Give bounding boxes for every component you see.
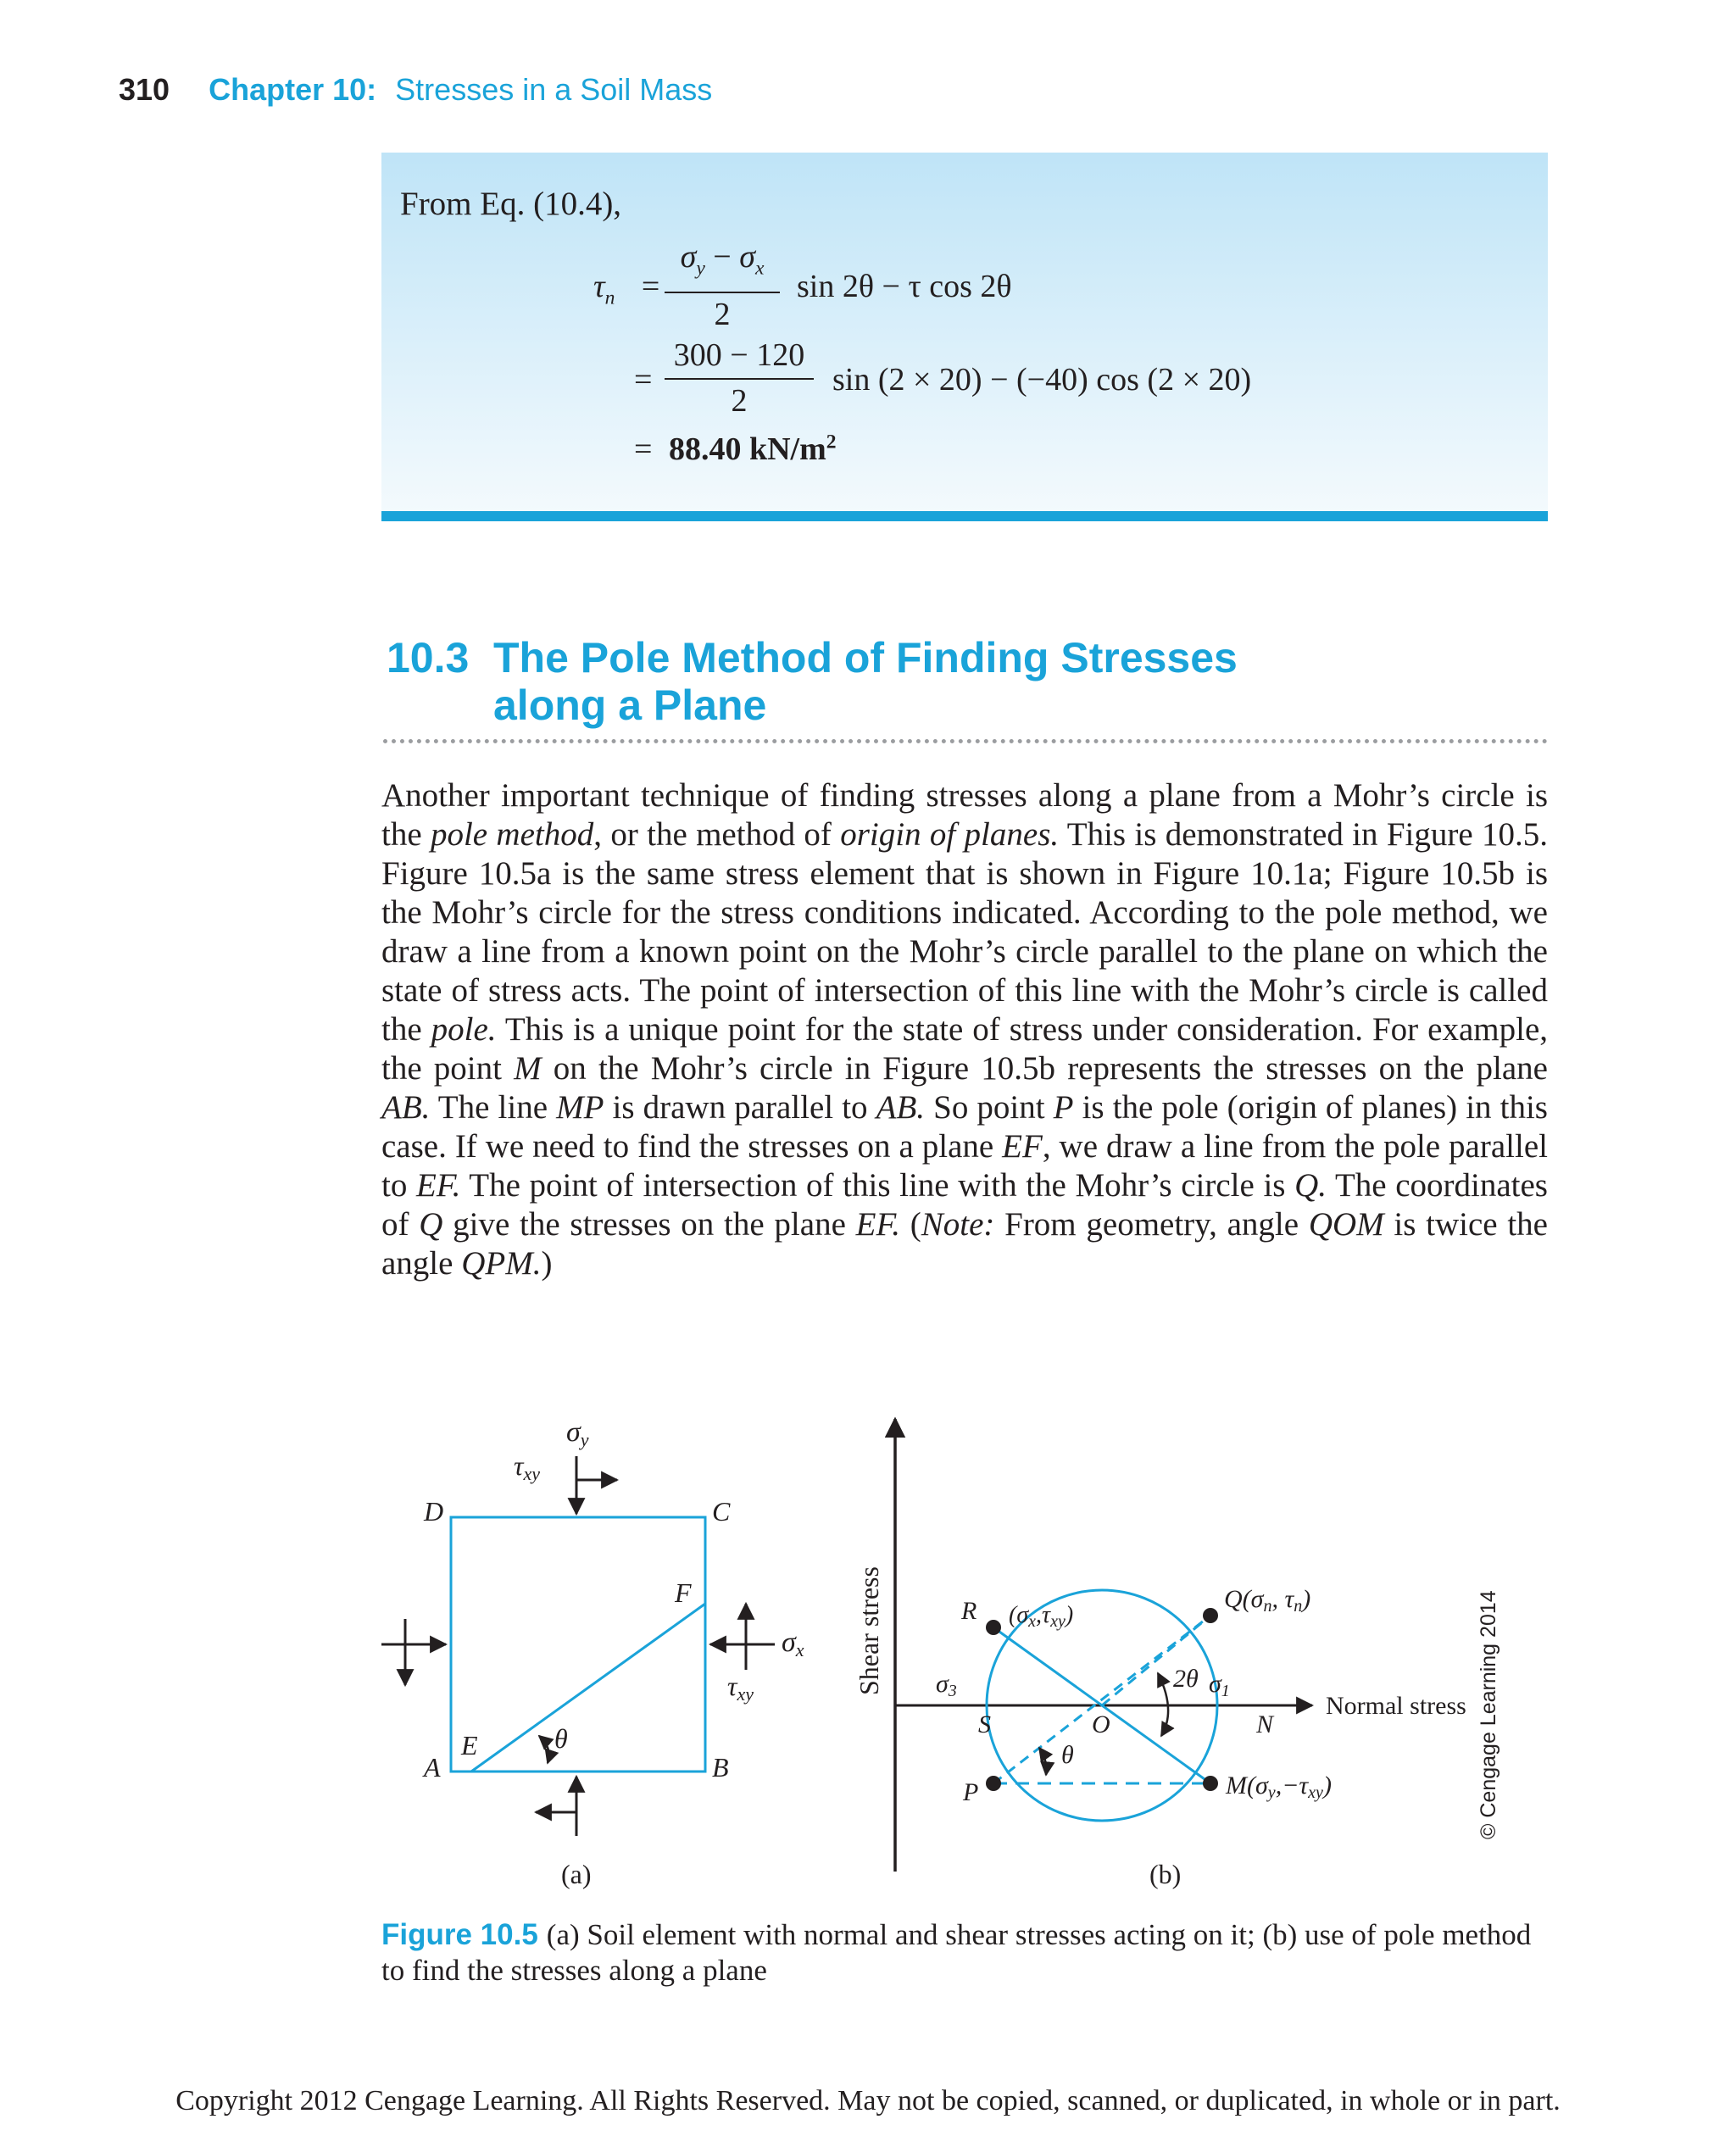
label-corner-a: A — [424, 1752, 441, 1783]
label-point-e: E — [461, 1730, 478, 1760]
copyright-footer: Copyright 2012 Cengage Learning. All Rights Reserved. May not be copied, scanned, or duplicated, in whole or in part. — [175, 2085, 1561, 2116]
chapter-label: Chapter 10: — [209, 72, 377, 107]
line-pq — [993, 1616, 1210, 1783]
left-stress-arrows — [381, 1619, 446, 1685]
eq1-fraction: $\frac{\sigma_y - \sigma_x}{2}$ — [665, 237, 780, 334]
label-point-p: P — [963, 1778, 979, 1806]
label-point-f: F — [675, 1577, 692, 1608]
label-theta-b: θ — [1061, 1741, 1074, 1769]
top-stress-arrows — [576, 1456, 617, 1514]
point-m-dot — [1203, 1776, 1218, 1791]
figure-caption — [381, 1917, 1551, 1988]
normal-stress-label: Normal stress — [1326, 1692, 1466, 1720]
eq1-rest: sin 2θ − τ cos 2θ — [797, 269, 1012, 304]
example-lead-text: From Eq. (10.4), — [400, 186, 622, 222]
section-title-line1: The Pole Method of Finding Stresses — [493, 634, 1238, 681]
label-m-coords: M(σy,−τxy) — [1226, 1772, 1332, 1802]
chapter-title: Stresses in a Soil Mass — [395, 72, 713, 107]
page-number: 310 — [119, 72, 170, 107]
eq2-operator: = — [634, 362, 653, 398]
label-two-theta: 2θ — [1173, 1665, 1199, 1693]
label-point-s: S — [978, 1710, 991, 1738]
theta-arc-b — [1039, 1748, 1046, 1775]
right-stress-arrows — [710, 1604, 775, 1670]
point-p-dot — [986, 1776, 1001, 1791]
label-corner-d: D — [424, 1496, 444, 1527]
eq2-fraction: $\frac{300 - 120}{2}$ — [665, 336, 814, 420]
point-q-dot — [1203, 1608, 1218, 1623]
figure-b-mohr-circle — [854, 1419, 1466, 1889]
label-sigma1: σ1 — [1209, 1670, 1230, 1700]
panel-label-b: (b) — [1149, 1859, 1182, 1889]
figure-a-stress-element — [381, 1416, 804, 1889]
point-r-dot — [986, 1620, 1001, 1635]
label-q-coords: Q(σn, τn) — [1224, 1585, 1311, 1616]
plane-ef-line — [471, 1604, 705, 1772]
label-sigma3: σ3 — [936, 1670, 957, 1700]
body-paragraph: Another important technique of finding stresses along a plane from a Mohr’s circle is the pole method, or the method of origin of planes. This is demonstrated in Figure 10.5. Figure 10.5a is the same stress element that is shown in Figure 10.1a; Figure 10.5b is the Mohr’s circle for the stress conditions indicated. According to the pole method, we draw a line from a known point on the Mohr’s circle parallel to the plane on which the state of stress acts. The point of intersection of this line with the Mohr’s circle is called the pole. This is a unique point for the state of stress under consideration. For example, the point M on the Mohr’s circle in Figure 10.5b represents the stresses on the plane AB. The line MP is drawn parallel to AB. So point P is the pole (origin of planes) in this case. If we need to find the stresses on a plane EF, we draw a line from the pole parallel to EF. The point of intersection of this line with the Mohr’s circle is Q. The coordinates of Q give the stresses on the plane EF. (Note: From geometry, angle QOM is twice the angle QPM.) — [381, 777, 1549, 1282]
label-theta-a: θ — [554, 1723, 568, 1754]
figure-caption-text: (a) Soil element with normal and shear stresses acting on it; (b) use of pole method to find the stresses along a plane — [381, 1918, 1532, 1987]
eq3-result: 88.40 $kN/m^2$ — [668, 431, 837, 467]
eq1-lhs: $\tau_n$ = — [593, 269, 660, 309]
label-corner-c: C — [712, 1496, 731, 1527]
label-tau-xy-right: τxy — [727, 1671, 754, 1705]
section-number: 10.3 — [387, 634, 470, 681]
figure-label: Figure 10.5 — [381, 1918, 538, 1951]
label-point-r: R — [961, 1597, 977, 1625]
label-point-n: N — [1256, 1710, 1274, 1738]
label-corner-b: B — [712, 1752, 729, 1783]
theta-arc-a — [539, 1736, 549, 1763]
section-title-line2: along a Plane — [493, 681, 767, 729]
eq2-rest: sin (2 × 20) − (−40) cos (2 × 20) — [832, 362, 1252, 398]
bottom-stress-arrows — [536, 1777, 576, 1836]
label-point-o: O — [1092, 1710, 1110, 1738]
element-square — [451, 1517, 705, 1772]
panel-label-a: (a) — [561, 1859, 592, 1889]
label-sigma-x: σx — [782, 1627, 804, 1660]
label-r-coords: (σx,τxy) — [1009, 1602, 1074, 1631]
label-tau-xy-top: τxy — [514, 1450, 540, 1484]
image-credit: © Cengage Learning 2014 — [1477, 1590, 1500, 1839]
label-sigma-y: σy — [566, 1416, 589, 1450]
eq3: = 88.40 $kN/m^2$ — [634, 431, 837, 467]
shear-stress-label: Shear stress — [854, 1566, 884, 1695]
